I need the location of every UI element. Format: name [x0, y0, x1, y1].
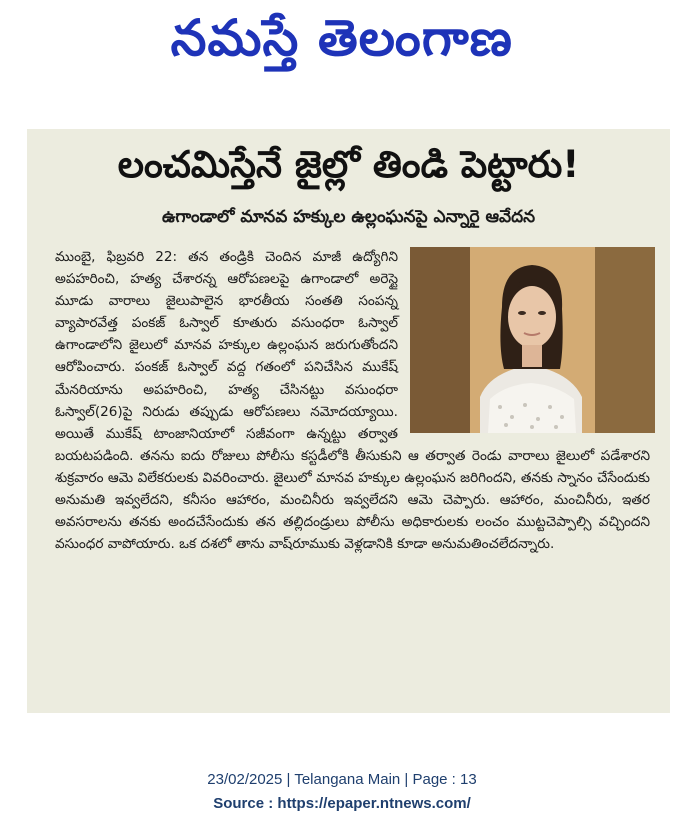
- source-link[interactable]: Source : https://epaper.ntnews.com/: [213, 795, 471, 812]
- masthead: [0, 8, 684, 80]
- photo-spacer: [404, 246, 650, 438]
- article-subheadline: ఉగాండాలో మానవ హక్కుల ఉల్లంఘనపై ఎన్నారై ఆవేదన: [161, 207, 536, 227]
- article-body: [55, 246, 650, 555]
- news-clipping: [27, 129, 670, 713]
- article-headline: లంచమిస్తేనే జైల్లో తిండి పెట్టారు!: [117, 143, 580, 186]
- edition-info: 23/02/2025 | Telangana Main | Page : 13: [207, 771, 477, 788]
- footer: [0, 768, 684, 816]
- article-body-text: ముంబై, ఫిబ్రవరి 22: తన తండ్రికి చెందిన మాజీ ఉద్యోగిని అపహరించి, హత్య చేశారన్న ఆరోపణలపై ఉగాండాలో అరెస్టై మూడు వారాలు జైలుపాలైన భారతీయ సంతతి సంపన్న వ్యాపారవేత్త పంకజ్ ఓస్వాల్ కూతురు వసుంధరా ఓస్వాల్ ఉగాండాలోని జైలులో మానవ హక్కుల ఉల్లంఘన జరుగుతోందని ఆరోపించారు. పంకజ్ ఓస్వాల్ వద్ద గతంలో పనిచేసిన ముకేష్ మేనరియాను అపహరించి, హత్య చేసినట్టు వసుంధరా ఓస్వాల్(26)పై నిరుడు తప్పుడు ఆరోపణలు నమోదయ్యాయి. అయితే ముకేష్ టాంజానియాలో సజీవంగా ఉన్నట్టు తర్వాత బయటపడింది. తనను ఐదు రోజులు పోలీసు కస్టడీలోకి తీసుకుని ఆ తర్వాత రెండు వారాలు జైలులో పడేశారని శుక్రవారం ఆమె విలేకరులకు వివరించారు. జైలులో మానవ హక్కుల ఉల్లంఘన జరిగిందని, తనకు స్నానం చేసేందుకు అనుమతి ఇవ్వలేదని, కనీసం ఆహారం, మంచినీరు ఇవ్వలేదని ఆమె చెప్పారు. ఆహారం, మంచినీరు, ఇతర అవసరాలను తనకు అందచేసేందుకు తన తల్లిదండ్రులు పోలీసు అధికారులకు లంచం ముట్టచెప్పాల్సి వచ్చిందని వసుంధర వాపోయారు. ఒక దశలో తాను వాష్‌రూముకు వెళ్లడానికి కూడా అనుమతించలేదన్నారు.: [55, 249, 650, 553]
- newspaper-title: నమస్తే తెలంగాణ: [170, 8, 514, 67]
